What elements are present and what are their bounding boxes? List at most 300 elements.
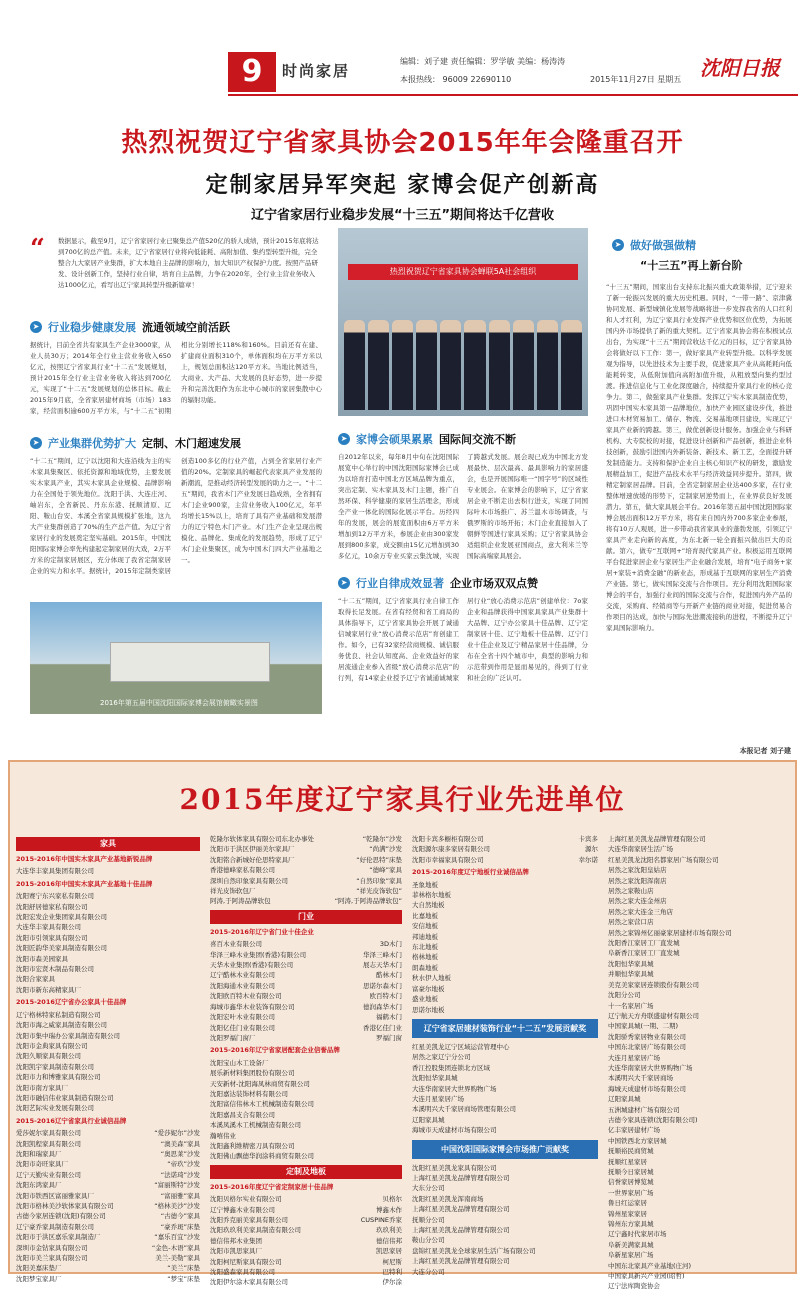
award-entry	[608, 1073, 792, 1083]
award-company: 瀚嘻伟业	[210, 1131, 236, 1140]
award-company: 抚顺分公司	[412, 1215, 445, 1224]
award-entry	[412, 1084, 598, 1094]
award-entry	[412, 1183, 598, 1193]
award-entry	[608, 1261, 792, 1271]
award-entry	[16, 1180, 200, 1190]
award-company: 大连华南家居大世界购物广场	[608, 1063, 693, 1072]
section-title: 流通领域空前活跃	[142, 321, 230, 334]
award-entry	[412, 973, 598, 983]
award-brand: “阿涛,于阿涛品牌软包”	[334, 897, 402, 906]
people-group	[344, 315, 582, 410]
award-entry	[412, 880, 598, 890]
award-company: 沈阳和瑞家具厂	[16, 1149, 62, 1158]
award-company: 乾隆尔软体家具有限公司东北办事处	[210, 835, 314, 843]
section-title: “十三五”再上新台阶	[640, 259, 743, 272]
award-entry	[16, 943, 200, 953]
award-brand: “好伦思特”床垫	[356, 855, 402, 864]
award-company: 香港德峰家私有限公司	[210, 866, 275, 875]
award-brand: 源尔	[585, 845, 598, 854]
section-label: 行业稳步健康发展	[48, 321, 136, 334]
award-company: 沈阳贝格尔实业有限公司	[210, 1195, 282, 1204]
award-entry	[608, 844, 792, 854]
award-entry	[608, 1063, 792, 1073]
award-entry	[608, 1250, 792, 1260]
award-entry	[412, 952, 598, 962]
award-brand: “奥思莱”沙发	[160, 1149, 200, 1158]
person-figure	[440, 320, 461, 410]
award-company: 中国东北家具产业基地(庄河)	[608, 1261, 692, 1270]
award-company: 沈阳市于洪区伊丽美尔家具厂	[210, 845, 295, 854]
award-company: 富豪尔地板	[412, 984, 445, 993]
award-entry	[210, 865, 402, 875]
section-heading-5	[612, 236, 696, 254]
award-company: 居然之家鞍山店	[608, 887, 654, 896]
award-entry	[608, 886, 792, 896]
award-company: 沈阳市金典家具有限公司	[16, 1041, 88, 1050]
award-entry	[16, 1274, 200, 1284]
award-company: 沈阳市新东高精家具厂	[16, 985, 81, 994]
section-heading-2	[30, 434, 241, 452]
award-company: 沈阳市幸福家具有限公司	[412, 855, 484, 864]
award-company: 辽阳家具城	[608, 1095, 641, 1104]
award-entry	[412, 1215, 598, 1225]
award-entry	[210, 1267, 402, 1277]
awards-column-3	[412, 834, 598, 1277]
award-entry	[412, 1194, 598, 1204]
award-company: 居然之家大连金州店	[608, 897, 667, 906]
award-brand: 博鑫木作	[376, 1205, 402, 1214]
award-entry	[412, 834, 598, 844]
award-entry	[210, 1110, 402, 1120]
award-brand: 柯尼斯	[382, 1257, 402, 1266]
photo-banner: 热烈祝贺辽宁省家具协会蝉联5A社会组织	[348, 264, 578, 280]
award-entry	[16, 933, 200, 943]
award-company: 古德今家具连锁(沈阳有限公司)	[608, 1115, 698, 1124]
award-brand: “帝玖”沙发	[167, 1160, 200, 1169]
award-entry	[16, 964, 200, 974]
award-brand: “乾隆尔”沙发	[362, 835, 402, 843]
award-entry	[412, 1246, 598, 1256]
award-company: 沈阳铭合新城好伦思特家具厂	[210, 855, 295, 864]
award-company: 沈阳玖玖利美家具制造有限公司	[210, 1226, 301, 1235]
award-company: 沈阳恒华家具城	[608, 959, 654, 968]
section-name: 时尚家居	[282, 62, 351, 80]
award-entry	[16, 1083, 200, 1093]
award-entry	[608, 1146, 792, 1156]
section-body-1: 据统计，目前全省共有家具生产企业3000家，从业人员30万；2014年全行业主营业务收入650亿元，按照辽宁省家具行业“十二五”发展规划，预计2015年全行业主营业务收入将达到700亿元，实现了“十二五”发展规划的总体目标。截止2015年9月底，全省家居建材商场（市场）183家，经营面积逾600万平方米，与“十二五”初期相比分别增长118%和160%。目前还有在建、扩建商业面积310个，单体面积均在万平方米以上，规划总面积达120平方米。当地比例适当，大商业、大产品、大发展的良好态势，进一步提升和完善沈阳作为东北中心城市的家居集散中心的辐射功能。	[30, 341, 322, 415]
award-entry	[16, 1232, 200, 1242]
award-company: 沈阳嘉达装饰材料有限公司	[210, 1089, 288, 1098]
award-entry	[608, 1094, 792, 1104]
award-company: 阜新星家居广场	[608, 1251, 654, 1260]
award-entry	[412, 1225, 598, 1235]
award-entry	[412, 1115, 598, 1125]
award-company: 沈阳市融信伟业家具制造有限公司	[16, 1093, 114, 1102]
award-entry	[608, 928, 792, 938]
award-company: 大连分公司	[412, 1267, 445, 1276]
newspaper-logo: 沈阳日报	[700, 56, 780, 80]
award-company: 沈阳骄秀家居物业有限公司	[608, 1032, 686, 1041]
award-entry	[412, 1256, 598, 1266]
award-company: 华泽三峰木业集团(香港)有限公司	[210, 950, 307, 959]
award-brand: 思诺尔森木门	[363, 981, 402, 990]
award-company: 祥光皮饰软包厂	[210, 887, 256, 896]
award-brand: 欧百特木门	[369, 992, 402, 1001]
award-company: 沈阳宏发企业集团家具有限公司	[16, 913, 107, 922]
award-brand: “富丽雅”家具	[160, 1191, 200, 1200]
award-entry	[16, 1128, 200, 1138]
award-brand: 德润森华木门	[363, 1002, 402, 1011]
award-entry	[210, 1023, 402, 1033]
award-entry	[210, 896, 402, 906]
award-entry	[608, 1021, 792, 1031]
award-company: 沈阳舒居德家私有限公司	[16, 902, 88, 911]
arrow-bullet-icon: ➤	[612, 239, 624, 251]
award-entry	[608, 1219, 792, 1229]
section-title: 国际间交流不断	[439, 433, 516, 446]
award-company: 喜百木业有限公司	[210, 940, 262, 949]
awards-column-1	[16, 834, 200, 1284]
person-figure	[513, 320, 534, 410]
award-entry	[608, 969, 792, 979]
award-entry	[412, 1052, 598, 1062]
award-entry	[16, 1020, 200, 1030]
award-company: 东北地板	[412, 943, 438, 952]
award-company: 格林地板	[412, 953, 438, 962]
award-entry	[608, 1032, 792, 1042]
award-brand: CUSPINE乔家	[360, 1216, 402, 1224]
award-brand: 贝格尔	[382, 1195, 402, 1204]
award-entry	[210, 950, 402, 960]
newspaper-header	[0, 0, 805, 96]
award-entry	[210, 981, 402, 991]
award-brand: 玖玖利美	[376, 1226, 402, 1235]
award-entry	[210, 876, 402, 886]
award-company: 沈阳源尔康多家居有限公司	[412, 845, 490, 854]
award-company: 辽宁格林特家私制造有限公司	[16, 1010, 101, 1019]
award-company: 大东分公司	[412, 1184, 445, 1193]
award-company: 上海红星美凯龙品牌管理有限公司	[412, 1205, 510, 1214]
award-company: 沈阳凯程家具有限公司	[16, 1139, 81, 1148]
award-entry	[608, 1001, 792, 1011]
award-company: 本溪明兴大千家居商场管理有限公司	[412, 1105, 516, 1114]
award-entry	[210, 1002, 402, 1012]
award-entry	[608, 1125, 792, 1135]
arrow-bullet-icon: ➤	[338, 433, 350, 445]
award-company: 古德今家居连锁(沈阳)有限公司	[16, 1212, 106, 1221]
award-company: 沈阳香江家居工厂直发城	[608, 939, 680, 948]
award-brand: “古德今”家具	[160, 1212, 200, 1221]
award-entry	[608, 1011, 792, 1021]
intro-paragraph: 数据显示，截至9月，辽宁省家居行业已聚集总产值520亿的骄人成绩，预计2015年底将达到700亿的总产值。未来，辽宁省家居行业将向低能耗、高附加值、集约型转型升级，完全整合九大家居产业集群，扩大本地自主品牌的影响力，加大知识产权保护力度。按照产品研发、设计创新工作，坚持行业自律，培育自主品牌，力争在2020年，全行业主营业务收入达1000亿元，看写出辽宁家具转型升级新篇章！	[58, 237, 319, 289]
award-company: 亿丰家居建材广场	[608, 1126, 660, 1135]
award-entry	[16, 1103, 200, 1113]
award-company: 红星美凯龙辽宁区域运营管理中心	[412, 1042, 510, 1051]
award-entry	[412, 890, 598, 900]
arrow-bullet-icon: ➤	[30, 321, 42, 333]
award-company: 沈阳卡宾多橱柜有限公司	[412, 835, 484, 843]
section-body-2: “十二五”期间，辽宁以沈阳和大连沿线为主的实木家具集聚区、依托资源和地域优势，主要发展实木家具产业，其实木家具企业规模、品牌影响力在全国处于领先地位。沈阳于洪、大连庄河、岫岩东，全省新民、丹东东港、抚顺清原、辽阳、鞍山台安、本溪全省家具规模扩张地，这九大产业集群创造了70%的生产总产值。为辽宁省家居行业的发展奠定坚实基础。2015年，中国沈阳国际家博会率先构建起定制家居的大戏，2万平方米的定制家居展区，充分体现了我省定制家居企业的实力和水平。据统计，2015年定制类家居创造100多亿的行业产值，占到全省家居行业产值的20%。定制家具的崛起代表家具产业发展的新潮流，是推动经济转型发展的助力之一。“十二五”期间，我省木门产业发展日趋成熟，全省拥有木门企业900家，主营业务收入100亿元，年平均增长15%以上，培育了具有产业基础和发展潜力的辽宁特色木门产业。木门生产企业呈现出规模化、品牌化、集成化的发展趋势，形成了辽宁木门企业集聚区，成为中国木门四大产业基地之一。	[30, 457, 322, 575]
award-entry	[210, 1012, 402, 1022]
award-company: 圣象地板	[412, 880, 438, 889]
award-company: 抚顺红星家居	[608, 1157, 647, 1166]
award-entry	[16, 1149, 200, 1159]
award-company: 沈阳赛宁东兴家私有限公司	[16, 892, 94, 901]
award-company: 沈阳鑫利维精密刀具有限公司	[210, 1141, 295, 1150]
award-entry	[608, 907, 792, 917]
award-entry	[16, 1253, 200, 1263]
award-company: 大连华丰家具集团有限公司	[16, 867, 94, 876]
award-company: 沈阳美嘉床垫厂	[16, 1264, 62, 1273]
award-entry	[16, 891, 200, 901]
award-entry	[608, 1188, 792, 1198]
award-entry	[210, 1194, 402, 1204]
award-company: 锦州东方家具城	[608, 1220, 654, 1229]
award-company: 深圳自然印象家具有限公司	[210, 876, 288, 885]
award-company: 红星美凯龙沈阳名都家居广场有限公司	[608, 855, 719, 864]
award-subheading: 2015-2016辽宁省办公家具十佳品牌	[16, 998, 127, 1007]
award-company: 海城市天成建材市场有限公司	[412, 1126, 497, 1135]
award-entry	[412, 942, 598, 952]
arrow-bullet-icon: ➤	[30, 437, 42, 449]
award-brand: “豪乔斑”床垫	[160, 1222, 200, 1231]
person-figure	[464, 320, 485, 410]
award-company: 辽宁酷林木业有限公司	[210, 971, 275, 980]
award-entry	[608, 1167, 792, 1177]
award-entry	[16, 954, 200, 964]
award-entry	[608, 855, 792, 865]
award-company: 居然之家沈阳浑南店	[608, 876, 667, 885]
award-entry	[608, 1136, 792, 1146]
award-entry	[412, 1073, 598, 1083]
award-entry	[608, 980, 792, 990]
award-brand: “金色-木语”家具	[151, 1243, 200, 1252]
award-entry	[608, 938, 792, 948]
award-entry	[16, 1263, 200, 1273]
award-brand: “尚满”沙发	[369, 845, 402, 854]
award-subheading: 2015-2016年辽宁省门业十佳企业	[210, 927, 314, 936]
award-entry	[608, 1281, 792, 1291]
award-company: 沈阳宏叶木业有限公司	[210, 1013, 275, 1022]
award-company: 秋水伊人地板	[412, 974, 451, 983]
award-company: 思诺尔地板	[412, 1005, 445, 1014]
group-photo	[338, 228, 588, 416]
award-company: 大连月星家居广场	[608, 1053, 660, 1062]
award-company: 中国东北家居广场有限公司	[608, 1043, 686, 1052]
award-company: 沈阳市凯思家具厂	[210, 1247, 262, 1256]
award-company: 沈阳伊尔涂木家具有限公司	[210, 1278, 288, 1287]
award-company: 阜新香江家居工厂直发城	[608, 949, 680, 958]
award-entry	[210, 1236, 402, 1246]
award-brand: “自然印象”家具	[356, 876, 402, 885]
award-company: 沈阳亿佳门业有限公司	[210, 1023, 275, 1032]
award-brand: “美兰”床垫	[167, 1264, 200, 1273]
award-entry	[412, 1267, 598, 1277]
award-entry	[16, 1211, 200, 1221]
award-brand: “梦宝”床垫	[167, 1274, 200, 1283]
exhibition-hall-photo	[30, 602, 322, 714]
sub-headline: 定制家居异军突起 家博会促产创新高	[205, 173, 600, 198]
award-company: 辽宁博鑫木业有限公司	[210, 1205, 275, 1214]
award-brand: “祥光皮饰软包”	[356, 887, 402, 896]
award-company: 居然之家锦州亿丽豪家居建材市场有限公司	[608, 928, 732, 937]
award-subheading: 2015-2016年辽宁省家居配套企业信誉品牌	[210, 1046, 340, 1055]
award-company: 沈阳罗福门窗厂	[210, 1033, 256, 1042]
section-title-5	[640, 256, 742, 274]
award-entry	[608, 1240, 792, 1250]
award-company: 沈阳乔克丽美家具有限公司	[210, 1216, 288, 1224]
award-entry	[210, 1068, 402, 1078]
award-special-heading: 辽宁省家居建材装饰行业“十二五”发展贡献奖	[412, 1019, 598, 1038]
award-brand: 罗福门窗	[376, 1033, 402, 1042]
award-entry	[608, 1105, 792, 1115]
award-company: 沈阳盛森家具有限公司	[210, 1268, 275, 1277]
award-company: 中国家具新兴产业园(昭哲)	[608, 1272, 685, 1281]
award-entry	[210, 1246, 402, 1256]
award-company: 天华木业集团(香港)有限公司	[210, 961, 294, 970]
award-category: 定制及地板	[210, 1165, 402, 1179]
photo-caption: 2016年第五届中国沈阳国际家博会展馆俯瞰实景图	[100, 699, 258, 707]
award-company: 大连月星家居广场	[412, 1094, 464, 1103]
award-company: 十一名家居广场	[608, 1001, 654, 1010]
award-entry	[16, 866, 200, 876]
award-company: 沈阳市于洪区嘉乐家具制造厂	[16, 1233, 101, 1242]
award-company: 深圳市金钻家具有限公司	[16, 1243, 88, 1252]
award-entry	[210, 1089, 402, 1099]
award-company: 上海红星美凯龙品牌管理有限公司	[412, 1173, 510, 1182]
award-company: 沈阳市引领家具有限公司	[16, 933, 88, 942]
section-label: 产业集群优势扩大	[48, 437, 136, 450]
award-entry	[16, 922, 200, 932]
award-entry	[412, 921, 598, 931]
award-entry	[412, 1204, 598, 1214]
award-brand: 美兰-美勒”家具	[155, 1254, 200, 1263]
award-company: 锦州星家家居	[608, 1209, 647, 1218]
award-brand: 凯思家居	[376, 1247, 402, 1256]
award-company: 爱莎妮尔家具有限公司	[16, 1129, 81, 1138]
building-shape	[110, 642, 270, 682]
award-entry	[412, 963, 598, 973]
award-entry	[210, 1225, 402, 1235]
award-entry	[412, 1173, 598, 1183]
award-entry	[210, 1215, 402, 1225]
award-brand: 伊尔涂	[382, 1278, 402, 1287]
award-entry	[608, 1271, 792, 1281]
section-body-5: “十三五”期间，国家出台支持东北振兴重大政策举措，辽宁迎来了新一轮振兴发展的重大历史机遇。同时，“一带一路”、京津冀协同发展、新型城镇化发展等战略将进一步发挥我省的人口红利和人才红利，为辽宁家具行业发挥产业优势和区位优势，为拓展国内外市场提供了新的重大契机。辽宁省家具协会将在积极试点出台，为实现“十三五”期间营收达千亿元的目标，辽宁省家具协会将做好以下工作：第一，做好家具产业转型升级。以科学发展观为指导，以先进技术为主要手段，促进家具产业从高耗耗向低能耗转变，从低附加值向高附加值升级，从粗放型向集约型过渡。推进信息化与工业化深度融合，持续提升家具行业的核心竞争力。第二，做强家具产业集群。发挥辽宁实木家具制造优势，巩固中国实木家具第一品牌地位，加快产业园区建设步伐，推进进口木材贸易加工、储存、物流、交易基地项目建设，实现辽宁家具产业新的跨越。第三，做优创新设计服务。加强企业与科研机构、大专院校的对接，促进设计创新和产品创新，推进企业科技创新，鼓励引进国内外新装备、新技术、新工艺，全面提升研发制造能力。支持和保护企业自主核心知识产权的研发，激励发展精益加工，促进产品技术水平与经济效益同步提升。第四，做精定制家居品牌。目前，全省定制家居企业达400多家，在行业整体增速放缓的形势下，定制家居逆势而上，在业界获良好发展潜力。第五，做大家具展会平台。2016年第五届中国沈阳国际家博会展出面积12万平方米，将有来自国内外700多家企业参展，将有10万人观展，进一步带动我省家具业的蓬勃发展，引领辽宁家具产业走向新的高度，为东北新一轮全面振兴做出巨大的贡献。第六，做专“互联网+”培育现代家具产业。积极运用互联网平台促进家居企业与家居生产企业融合发展，培育“电子商务+家居+家装+消费金融”的新业态，形成基于互联网的家居生产消费产业链。第七，做实国际交流与合作项目。充分利用沈阳国际家博会的平台，加强行业间的国际交流与合作，促进国内外产品的交流，采购商、经销商等与开新产业链的商业对接，促进贸易合作项目的达成，加快与国际先进潮流接轨的进程，不断提升辽宁家具国际影响力。	[606, 283, 792, 632]
award-company: 上海红星美凯龙品牌管理有限公司	[412, 1257, 510, 1266]
award-company: 海城市鑫华木业装饰有限公司	[210, 1002, 295, 1011]
award-brand: “德峰”家具	[369, 866, 402, 875]
award-company: 一世界家居广场	[608, 1188, 654, 1197]
award-brand: “嘉乐百宜”沙发	[154, 1233, 200, 1242]
award-company: 鞍山分公司	[412, 1236, 445, 1245]
award-company: 沈阳市南方家具厂	[16, 1083, 68, 1092]
award-entry	[412, 1005, 598, 1015]
award-company: 沈阳久顺家具有限公司	[16, 1052, 81, 1061]
reporter-credit: 本报记者 刘子建	[739, 747, 791, 755]
award-brand: “爱莎妮尔”沙发	[154, 1129, 200, 1138]
award-entry	[608, 1229, 792, 1239]
award-company: 朗森地板	[412, 963, 438, 972]
award-company: 大连华南家居大世界购物广场	[412, 1084, 497, 1093]
award-company: 上海红星美凯龙品牌管理有限公司	[412, 1226, 510, 1234]
hotline: 本报热线： 96009 22690110	[400, 75, 512, 84]
award-company: 居然之家辽宁分公司	[412, 1053, 471, 1062]
award-company: 中国铁西北方家居城	[608, 1136, 667, 1145]
person-figure	[368, 320, 389, 410]
deck-headline: 辽宁省家居行业稳步发展“十三五”期间将达千亿营收	[250, 208, 555, 223]
award-entry	[210, 960, 402, 970]
award-entry	[16, 974, 200, 984]
award-entry	[412, 984, 598, 994]
section-label: 做好做强做精	[630, 239, 696, 252]
award-entry	[210, 834, 402, 844]
award-brand: 酷林木门	[376, 971, 402, 980]
award-entry	[608, 990, 792, 1000]
award-entry	[210, 1257, 402, 1267]
award-entry	[16, 1159, 200, 1169]
award-company: 辽宁航天方舟联盛建材有限公司	[608, 1011, 699, 1020]
award-company: 安信地板	[412, 922, 438, 931]
award-entry	[210, 991, 402, 1001]
award-company: 沈阳宝山木工设备厂	[210, 1058, 269, 1067]
award-entry	[412, 994, 598, 1004]
award-company: 大连华丰家具有限公司	[16, 923, 81, 932]
award-entry	[608, 1053, 792, 1063]
award-company: 沈阳欧百特木业有限公司	[210, 992, 282, 1001]
award-entry	[210, 1151, 402, 1161]
award-entry	[16, 1010, 200, 1020]
person-figure	[344, 320, 365, 410]
award-company: 上海红星美凯龙品牌管理有限公司	[608, 835, 706, 843]
page-number: 9	[228, 52, 276, 92]
award-entry	[608, 1042, 792, 1052]
award-subheading: 2015-2016辽宁省家具行业诚信品牌	[16, 1116, 127, 1125]
award-entry	[412, 1042, 598, 1052]
section-title: 企业市场双双点赞	[450, 577, 538, 590]
section-heading-4	[338, 574, 538, 592]
award-company: 沈阳红星美凯龙浑南商场	[412, 1194, 484, 1203]
award-entry	[608, 876, 792, 886]
award-company: 沈阳分公司	[608, 991, 641, 1000]
award-entry	[608, 948, 792, 958]
award-entry	[16, 1191, 200, 1201]
award-company: 沈阳红星美凯龙家具有限公司	[412, 1163, 497, 1172]
award-brand: 卡宾多	[578, 835, 598, 843]
award-entry	[210, 970, 402, 980]
award-company: 本溪明兴大千家居商场	[608, 1074, 673, 1083]
award-company: 信誉家居博览城	[608, 1178, 654, 1187]
award-entry	[412, 1094, 598, 1104]
award-company: 沈阳市力和博雅家具有限公司	[16, 1073, 101, 1082]
award-entry	[16, 1139, 200, 1149]
award-entry	[608, 834, 792, 844]
award-company: 邦迪地板	[412, 932, 438, 941]
person-figure	[392, 320, 413, 410]
award-entry	[412, 932, 598, 942]
award-brand: 3D木门	[379, 940, 402, 949]
award-entry	[412, 1104, 598, 1114]
award-brand: 巴特利	[382, 1268, 402, 1277]
award-special-heading: 中国沈阳国际家博会市场推广贡献奖	[412, 1140, 598, 1159]
award-entry	[16, 912, 200, 922]
award-company: 沈阳市海之威家具制造有限公司	[16, 1021, 107, 1030]
award-company: 天安新材-沈阳海凤林商贸有限公司	[210, 1079, 310, 1088]
award-company: 本溪凤溪木工机械制造有限公司	[210, 1121, 301, 1130]
award-company: 居然之家沈阳皇姑店	[608, 866, 667, 875]
award-company: 沈阳合家家具	[16, 975, 55, 984]
award-company: 沈阳市铁西区富丽雅家具厂	[16, 1191, 94, 1200]
